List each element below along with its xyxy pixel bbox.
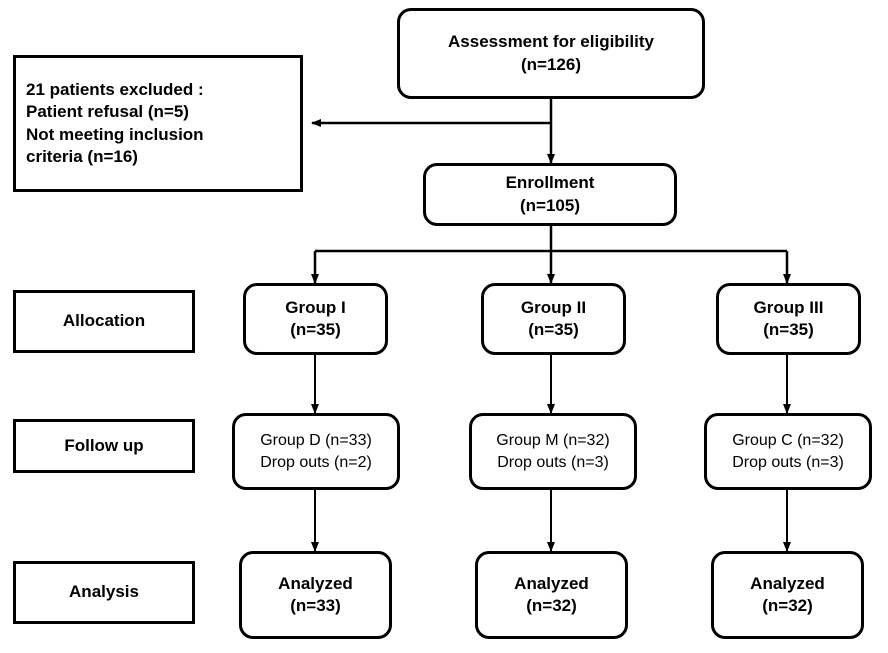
node-analysis-3 xyxy=(711,551,864,639)
excluded-line-4: criteria (n=16) xyxy=(26,146,138,166)
group-3-line-2: (n=35) xyxy=(763,320,814,339)
node-group-2 xyxy=(481,283,626,355)
node-group-1 xyxy=(243,283,388,355)
analysis-3-line-2: (n=32) xyxy=(762,596,813,615)
stage-label-allocation xyxy=(13,290,195,353)
excluded-line-1: 21 patients excluded : xyxy=(26,79,204,99)
node-analysis-1 xyxy=(239,551,392,639)
group-2-line-1: Group II xyxy=(520,297,587,317)
stage-label-analysis xyxy=(13,561,195,624)
analysis-3-line-1: Analyzed xyxy=(750,573,825,593)
analysis-1-line-2: (n=33) xyxy=(290,596,341,615)
group-3-line-1: Group III xyxy=(753,297,824,317)
analysis-label-text: Analysis xyxy=(69,582,139,602)
enrollment-line-1: Enrollment xyxy=(505,173,595,193)
node-analysis-2 xyxy=(475,551,628,639)
node-patients-excluded xyxy=(13,55,303,192)
enrollment-line-2: (n=105) xyxy=(520,195,580,215)
group-2-line-2: (n=35) xyxy=(528,320,579,339)
excluded-line-2: Patient refusal (n=5) xyxy=(26,102,189,122)
followup-3-line-1: Group C (n=32) xyxy=(732,432,844,450)
allocation-label-text: Allocation xyxy=(62,311,146,331)
assessment-line-2: (n=126) xyxy=(521,54,581,74)
node-enrollment xyxy=(423,163,677,226)
followup-label-text: Follow up xyxy=(64,435,144,455)
node-followup-1 xyxy=(232,413,400,490)
node-group-3 xyxy=(716,283,861,355)
followup-1-line-2: Drop outs (n=2) xyxy=(260,453,372,471)
group-1-line-2: (n=35) xyxy=(290,320,341,339)
analysis-2-line-1: Analyzed xyxy=(514,573,589,593)
analysis-1-line-1: Analyzed xyxy=(278,573,353,593)
followup-1-line-1: Group D (n=33) xyxy=(260,432,372,450)
followup-3-line-2: Drop outs (n=3) xyxy=(732,453,844,471)
node-followup-3 xyxy=(704,413,872,490)
assessment-line-1: Assessment for eligibility xyxy=(448,32,654,52)
excluded-line-3: Not meeting inclusion xyxy=(26,124,204,144)
followup-2-line-2: Drop outs (n=3) xyxy=(497,453,609,471)
stage-label-follow-up xyxy=(13,419,195,473)
followup-2-line-1: Group M (n=32) xyxy=(496,432,610,450)
node-assessment-for-eligibility xyxy=(397,8,705,99)
node-followup-2 xyxy=(469,413,637,490)
group-1-line-1: Group I xyxy=(285,297,346,317)
analysis-2-line-2: (n=32) xyxy=(526,596,577,615)
